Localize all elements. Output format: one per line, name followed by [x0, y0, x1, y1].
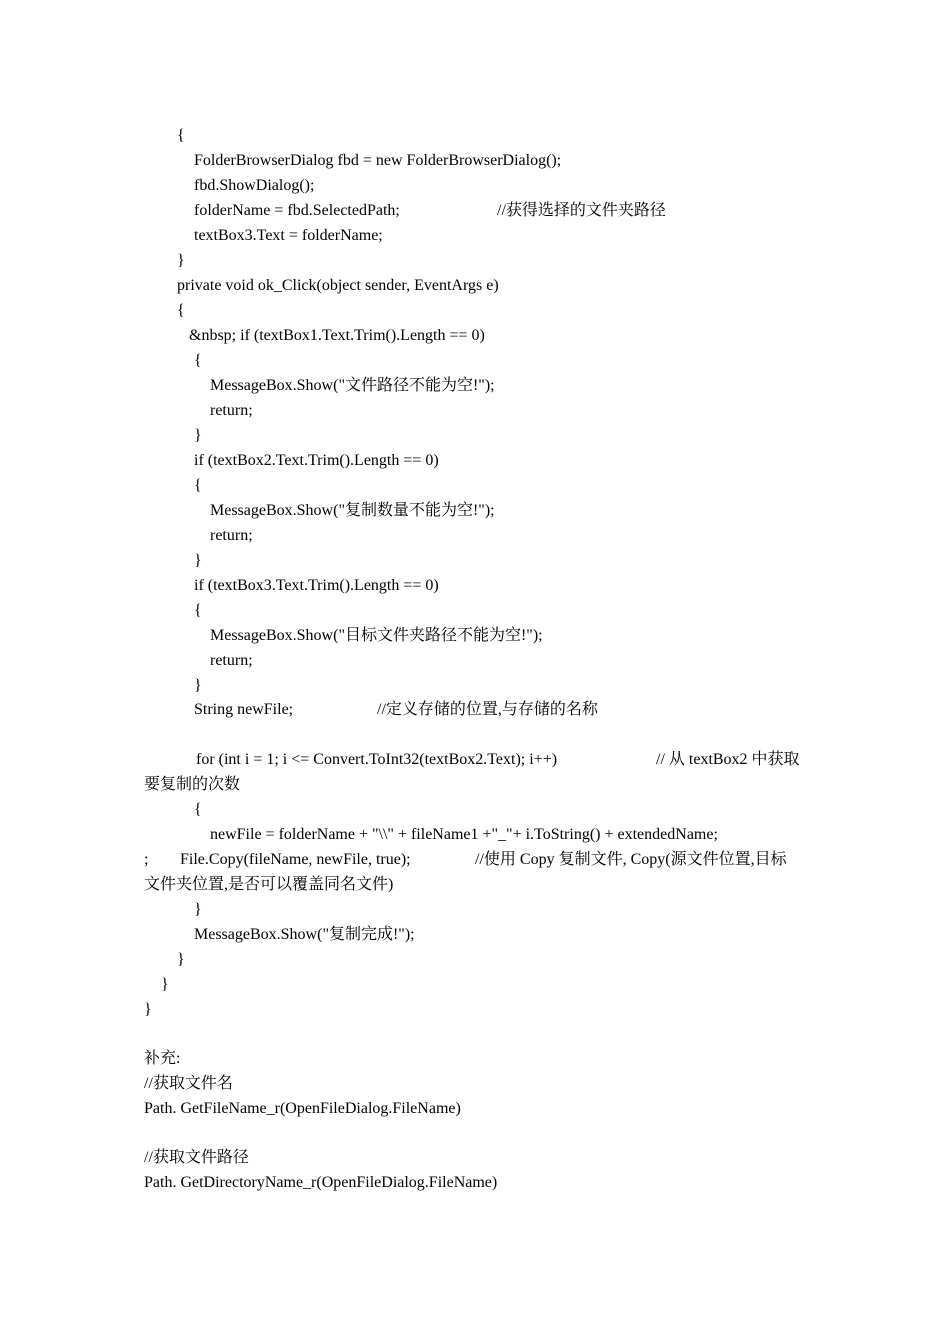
get-directory-code: Path. GetDirectoryName_r(OpenFileDialog.FileName) — [144, 1174, 498, 1191]
copy-comment: //使用 Copy 复制文件, Copy(源文件位置,目标 — [475, 851, 787, 868]
if-textbox2-line: if (textBox2.Text.Trim().Length == 0) — [194, 452, 439, 469]
ok-click-signature: private void ok_Click(object sender, EventArgs e) — [177, 277, 499, 294]
return-line-1: return; — [210, 402, 253, 419]
newfile-comment: //定义存储的位置,与存储的名称 — [377, 701, 598, 718]
if3-open-brace: { — [194, 602, 202, 619]
newfile-assign-line: newFile = folderName + "\\" + fileName1 +"_"+ i.ToString() + extendedName; — [210, 826, 718, 843]
if3-close-brace: } — [194, 677, 202, 694]
for-comment: // 从 textBox2 中获取 — [656, 751, 800, 768]
get-directory-comment: //获取文件路径 — [144, 1149, 249, 1166]
folder-name-assign-line: folderName = fbd.SelectedPath; — [194, 202, 400, 219]
ok-open-brace: { — [177, 302, 185, 319]
fbd-new-line: FolderBrowserDialog fbd = new FolderBrowserDialog(); — [194, 152, 562, 169]
ok-close-brace: } — [177, 951, 185, 968]
return-line-2: return; — [210, 527, 253, 544]
messagebox-target-empty: MessageBox.Show("目标文件夹路径不能为空!"); — [210, 627, 543, 644]
file-copy-line: File.Copy(fileName, newFile, true); — [180, 851, 411, 868]
return-line-3: return; — [210, 652, 253, 669]
class-close-brace: } — [161, 976, 169, 993]
fbd-show-line: fbd.ShowDialog(); — [194, 177, 315, 194]
if1-close-brace: } — [194, 427, 202, 444]
newfile-declaration: String newFile; — [194, 701, 294, 718]
copy-comment-continued: 文件夹位置,是否可以覆盖同名文件) — [144, 876, 394, 893]
get-filename-comment: //获取文件名 — [144, 1075, 233, 1092]
if-textbox1-line: &nbsp; if (textBox1.Text.Trim().Length == 0) — [189, 327, 485, 344]
copy-semicolon: ; — [144, 851, 149, 868]
supplement-heading: 补充: — [144, 1050, 181, 1067]
for-statement: for (int i = 1; i <= Convert.ToInt32(textBox2.Text); i++) — [196, 751, 558, 768]
namespace-close-brace: } — [144, 1001, 152, 1018]
for-comment-continued: 要复制的次数 — [144, 776, 241, 793]
browse-close-brace: } — [177, 252, 185, 269]
get-filename-code: Path. GetFileName_r(OpenFileDialog.FileName) — [144, 1100, 461, 1117]
if2-open-brace: { — [194, 477, 202, 494]
messagebox-count-empty: MessageBox.Show("复制数量不能为空!"); — [210, 502, 495, 519]
folder-name-comment: //获得选择的文件夹路径 — [497, 202, 666, 219]
for-close-brace: } — [194, 901, 202, 918]
if1-open-brace: { — [194, 352, 202, 369]
messagebox-path-empty: MessageBox.Show("文件路径不能为空!"); — [210, 377, 495, 394]
if2-close-brace: } — [194, 552, 202, 569]
if-textbox3-line: if (textBox3.Text.Trim().Length == 0) — [194, 577, 439, 594]
for-open-brace: { — [194, 801, 202, 818]
messagebox-done: MessageBox.Show("复制完成!"); — [194, 926, 415, 943]
browse-open-brace: { — [177, 127, 185, 144]
textbox3-assign-line: textBox3.Text = folderName; — [194, 227, 383, 244]
